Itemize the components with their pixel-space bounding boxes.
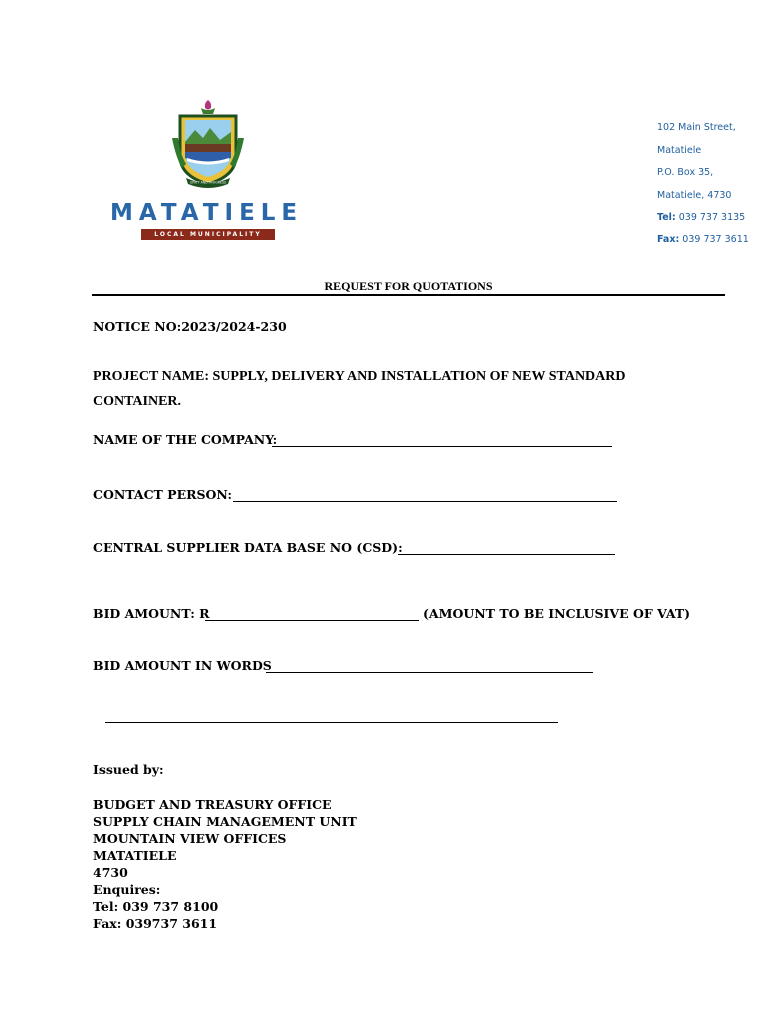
address-line-postcode: Matatiele, 4730 [657, 190, 732, 201]
issuer-fax: Fax: 039737 3611 [93, 916, 218, 931]
issuer-postcode: 4730 [93, 865, 128, 880]
bid-amount-label: BID AMOUNT: R [93, 606, 210, 621]
bid-amount-field[interactable] [205, 620, 419, 621]
fax-value: 039 737 3611 [679, 234, 749, 245]
issuer-telephone: Tel: 039 737 8100 [93, 899, 219, 914]
issuer-enquires-label: Enquires: [93, 882, 161, 897]
address-line-pobox: P.O. Box 35, [657, 167, 714, 178]
company-name-field[interactable] [272, 446, 612, 447]
address-fax [657, 234, 749, 245]
bid-words-field-continued[interactable] [105, 722, 558, 723]
issuer-office: BUDGET AND TREASURY OFFICE [93, 797, 332, 812]
contact-person-label: CONTACT PERSON: [93, 487, 233, 502]
issuer-details [93, 796, 357, 932]
bid-words-label: BID AMOUNT IN WORDS [93, 658, 272, 673]
project-name-line-2: CONTAINER. [93, 394, 182, 409]
issuer-unit: SUPPLY CHAIN MANAGEMENT UNIT [93, 814, 357, 829]
address-telephone [657, 212, 745, 223]
csd-number-field[interactable] [398, 554, 615, 555]
tel-label: Tel: [657, 212, 676, 223]
municipal-crest-logo [168, 98, 248, 190]
company-name-label: NAME OF THE COMPANY: [93, 432, 278, 447]
logo-subtitle: LOCAL MUNICIPALITY [141, 229, 275, 240]
address-line-town: Matatiele [657, 145, 702, 156]
bid-amount-vat-note: (AMOUNT TO BE INCLUSIVE OF VAT) [423, 606, 691, 621]
bid-words-field[interactable] [266, 672, 593, 673]
tel-value: 039 737 3135 [675, 212, 746, 223]
fax-label: Fax: [657, 234, 680, 245]
document-title: REQUEST FOR QUOTATIONS [324, 279, 493, 293]
project-name-line-1: PROJECT NAME: SUPPLY, DELIVERY AND INSTALLATION OF NEW STANDARD [93, 369, 626, 384]
issued-by-label: Issued by: [93, 762, 164, 777]
csd-number-label: CENTRAL SUPPLIER DATA BASE NO (CSD): [93, 540, 403, 555]
address-line-street: 102 Main Street, [657, 122, 736, 133]
title-underline [92, 294, 725, 296]
notice-number: NOTICE NO:2023/2024-230 [93, 319, 287, 334]
issuer-town: MATATIELE [93, 848, 177, 863]
logo-wordmark: MATATIELE [110, 200, 304, 226]
svg-text:UNITY AND PROGRESS: UNITY AND PROGRESS [190, 180, 226, 185]
contact-person-field[interactable] [233, 501, 617, 502]
issuer-building: MOUNTAIN VIEW OFFICES [93, 831, 287, 846]
